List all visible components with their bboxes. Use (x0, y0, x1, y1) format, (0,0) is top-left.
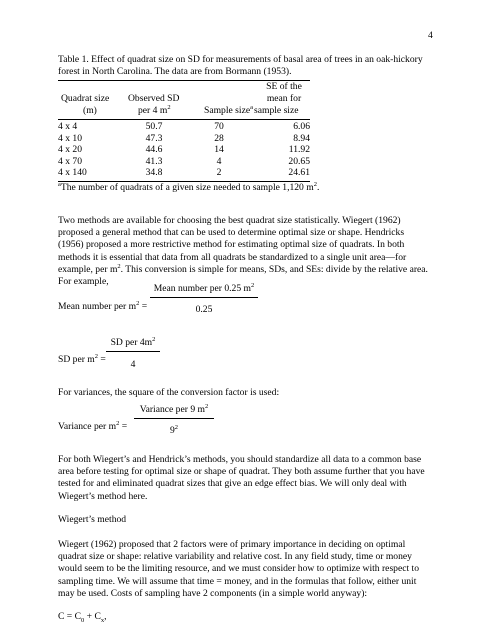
table-row (58, 167, 310, 179)
cell-sample-size: 14 (214, 144, 224, 156)
cell-quadrat-size: 4 x 10 (58, 132, 82, 144)
header-se-line-1: SE of the (266, 81, 302, 92)
paragraph-standardize: For both Wiegert’s and Hendrick’s methods, you should standardize all data to a common base area before testing for optimal size or shape of quadrat. They both assume further that you have tested for and eliminated quadrat sizes that give an edge effect bias. We will only deal with Wiegert’s method here. (58, 454, 425, 502)
equation-mean-fraction-bar (150, 297, 258, 298)
cell-quadrat-size: 4 x 20 (58, 144, 82, 156)
equation-sd-numerator: SD per $4m^2$ (110, 335, 156, 348)
data-table (58, 121, 310, 179)
header-sample-size: Sample size$^a$ (204, 103, 253, 116)
cell-sample-size: 70 (214, 121, 224, 132)
equation-sd-fraction-bar (106, 351, 160, 352)
table-row (58, 144, 310, 156)
cell-se: 6.06 (293, 121, 310, 132)
equation-mean-lhs: Mean number per $m^2$ = (58, 299, 148, 312)
cell-observed-sd: 47.3 (145, 132, 163, 144)
equation-sd-denominator: 4 (130, 359, 136, 370)
cell-observed-sd: 50.7 (145, 121, 163, 132)
header-quadrat-size: Quadrat size (61, 93, 110, 104)
equation-sd-lhs: SD per $m^2$ = (58, 352, 106, 365)
equation-mean-numerator: Mean number per 0.25 $m^2$ (153, 281, 255, 294)
variance-intro: For variances, the square of the conversion factor is used: (58, 387, 280, 398)
cell-quadrat-size: 4 x 4 (58, 121, 78, 132)
equation-variance-denominator: $9^2$ (169, 423, 179, 436)
header-quadrat-unit: (m) (83, 105, 97, 116)
cell-se: 11.92 (288, 144, 310, 156)
cell-observed-sd: 41.3 (145, 155, 163, 167)
equation-variance-lhs: Variance per $m^2$ = (58, 419, 128, 432)
header-per-area: per 4 $m^2$ (138, 103, 171, 116)
cell-se: 20.65 (288, 155, 310, 167)
table-row (58, 133, 310, 145)
cell-quadrat-size: 4 x 70 (58, 155, 82, 167)
header-se-line-3: sample size (254, 105, 299, 116)
paragraph-methods: Two methods are available for choosing the best quadrat size statistically. Wiegert (1962) proposed a general method that can be used to determine optimal size or shape. Hendricks (1956) proposed a more restrictive method for estimating optimal size of quadrats. In both methods it is essential that data from all quadrats be standardized to a single unit area—for example, per $m^2$. This conversion is simple for means, SDs, and SEs: divide by the relative area. For example, (58, 215, 428, 288)
page-number: 4 (428, 30, 433, 41)
cell-se: 8.94 (293, 132, 310, 144)
header-se-line-2: mean for (266, 93, 302, 104)
cell-observed-sd: 34.8 (145, 167, 163, 179)
table-row (58, 121, 310, 133)
equation-variance-fraction-bar (134, 418, 214, 419)
equation-cost: $C = C_0 + C_x$, (58, 611, 107, 624)
cell-sample-size: 28 (214, 132, 224, 144)
section-heading: Wiegert’s method (58, 514, 127, 525)
cell-sample-size: 4 (216, 155, 222, 167)
equation-variance-numerator: Variance per 9 $m^2$ (139, 402, 209, 415)
table-caption-line-2: forest in North Carolina. The data are from Bormann (1953). (58, 66, 292, 77)
cell-observed-sd: 44.6 (145, 144, 163, 156)
equation-mean-denominator: 0.25 (195, 304, 213, 315)
cell-se: 24.61 (288, 167, 310, 179)
table-row (58, 156, 310, 168)
header-observed-sd: Observed SD (128, 93, 180, 104)
table-footnote: $^a$The number of quadrats of a given size needed to sample 1,120 $m^2$. (58, 180, 320, 193)
cell-quadrat-size: 4 x 140 (58, 167, 87, 179)
table-caption-line-1: Table 1. Effect of quadrat size on SD for measurements of basal area of trees in an oak-hickory (58, 54, 423, 65)
table-header-rule (58, 119, 310, 120)
paragraph-wiegert: Wiegert (1962) proposed that 2 factors were of primary importance in deciding on optimal quadrat size or shape: relative variability and relative cost. In any field study, time or money would seem to be the limiting resource, and we must consider how to optimize with respect to sampling time. We will assume that time = money, and in the formulas that follow, either unit may be used. Costs of sampling have 2 components (in a simple world anyway): (58, 539, 420, 599)
cell-sample-size: 2 (216, 167, 222, 179)
